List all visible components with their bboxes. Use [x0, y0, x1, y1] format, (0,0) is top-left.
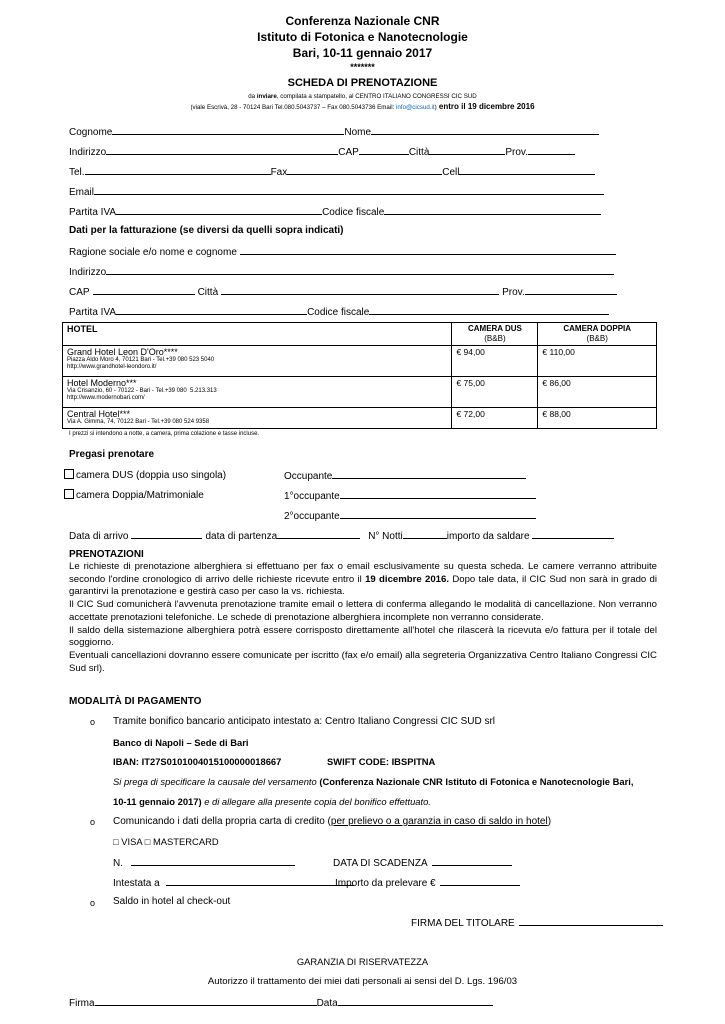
- occ1-label: 1°occupante: [284, 491, 340, 502]
- payment-option-hotel: Saldo in hotel al check-out: [113, 896, 231, 907]
- iban: IBAN: IT27S0101004015100000018667: [113, 756, 282, 767]
- arrivo-field[interactable]: [131, 529, 202, 539]
- occ1-field[interactable]: [340, 489, 536, 499]
- partenza-label: data di partenza: [205, 531, 278, 542]
- dus-price: € 75,00: [452, 377, 538, 408]
- institute-title: Istituto di Fotonica e Nanotecnologie: [257, 30, 468, 44]
- card-number-field[interactable]: [131, 856, 295, 866]
- hotel-row: [63, 408, 657, 429]
- importo-label: importo da saldare: [446, 531, 530, 542]
- dus-checkbox[interactable]: [64, 469, 74, 479]
- row-cognome-nome: [69, 125, 599, 139]
- billing-cap-field[interactable]: [93, 285, 195, 295]
- cognome-label: Cognome: [69, 127, 113, 138]
- data-label: Data: [316, 998, 338, 1009]
- prenotazioni-p1: Le richieste di prenotazione alberghiera si effettuano per fax o email esclusivamente su questa scheda. Le camere verranno attribuite secondo l'ordine cronologico di arrivo delle richieste ricevute entro il 19 dicembre 2016. Dopo tale data, il CIC Sud non sarà in grado di garantirvi la prenotazione e gestirà caso per caso la vs. richiesta.: [69, 561, 658, 598]
- hotel-cell: Grand Hotel Leon D'Oro**** Piazza Aldo Moro 4, 70121 Bari - Tel.+39 080 523 5040 http://www.grandhotel-leondoro.it/: [63, 346, 452, 377]
- row-dus: [64, 469, 226, 482]
- expiry-field[interactable]: [432, 856, 512, 866]
- occ2-field[interactable]: [340, 509, 536, 519]
- payment-title: MODALITÀ DI PAGAMENTO: [69, 696, 202, 707]
- hotel-row: [63, 346, 657, 377]
- firma-titolare-label: FIRMA DEL TITOLARE: [411, 918, 515, 929]
- prenotazioni-p3: Il saldo della sistemazione alberghiera potrà essere corrisposto direttamente all'hotel che rilascerà la ricevuta e/o fattura per il totale del soggiorno.: [69, 624, 657, 649]
- row-card-holder: [113, 876, 354, 890]
- tel-field[interactable]: [85, 165, 271, 175]
- billing-prov-label: Prov.: [502, 287, 525, 298]
- amount-field[interactable]: [440, 876, 520, 886]
- expiry-label: DATA DI SCADENZA: [333, 858, 428, 869]
- billing-citta-label: Città: [197, 287, 219, 298]
- payment-option-bonifico: Tramite bonifico bancario anticipato intestato a: Centro Italiano Congressi CIC SUD srl: [113, 716, 496, 727]
- bullet-icon: o: [90, 817, 96, 827]
- billing-indirizzo-field[interactable]: [106, 265, 614, 275]
- cap-label: CAP: [338, 147, 359, 158]
- importo-field[interactable]: [532, 529, 614, 539]
- notti-label: N° Notti: [368, 531, 403, 542]
- card-holder-field[interactable]: [166, 876, 354, 886]
- dus-price: € 72,00: [452, 408, 538, 429]
- prov-field[interactable]: [528, 145, 575, 155]
- send-instructions: da inviare, compilata a stampatello, al CENTRO ITALIANO CONGRESSI CIC SUD: [248, 93, 477, 100]
- row-piva-cf: [69, 205, 601, 219]
- hotel-row: [63, 377, 657, 408]
- hotel-cell: Hotel Moderno*** Via Crisanzio, 60 - 70122 - Bari - Tel.+39 080 5.213.313 http://www.modernobari.com/: [63, 377, 452, 408]
- row-occupante: [284, 469, 526, 483]
- ragione-field[interactable]: [240, 245, 616, 255]
- conference-date: Bari, 10-11 gennaio 2017: [292, 46, 433, 60]
- billing-piva-label: Partita IVA: [69, 307, 117, 318]
- hotel-table-header: [63, 323, 657, 346]
- bullet-icon: o: [90, 898, 96, 908]
- occupante-label: Occupante: [284, 471, 333, 482]
- billing-prov-field[interactable]: [525, 285, 617, 295]
- doppia-price: € 88,00: [538, 408, 657, 429]
- organizer-address: (viale Escrivà, 28 - 70124 Bari Tel.080.5043737 – Fax 080.5043736 Email: info@cicsud.it) entro il 19 dicembre 2016: [190, 102, 535, 111]
- citta-field[interactable]: [429, 145, 505, 155]
- cell-label: Cell: [442, 167, 460, 178]
- privacy-text: Autorizzo il trattamento dei miei dati personali ai sensi del D. Lgs. 196/03: [207, 976, 518, 987]
- amount-label: Importo da prelevare €: [335, 878, 436, 889]
- notti-field[interactable]: [403, 529, 447, 539]
- billing-piva-field[interactable]: [116, 305, 307, 315]
- billing-title: Dati per la fatturazione (se diversi da quelli sopra indicati): [69, 225, 344, 236]
- billing-cf-field[interactable]: [369, 305, 609, 315]
- prenotazioni-p4: Eventuali cancellazioni dovranno essere comunicate per iscritto (fax e/o email) alla segreteria Organizzativa Centro Italiano Congressi CIC Sud srl).: [69, 649, 657, 674]
- row-doppia: [64, 489, 204, 502]
- conference-title: Conferenza Nazionale CNR: [285, 14, 440, 28]
- row-signature: [69, 996, 493, 1010]
- booking-title: Pregasi prenotare: [69, 449, 155, 460]
- cell-field[interactable]: [459, 165, 595, 175]
- row-amount: [335, 876, 520, 890]
- cognome-field[interactable]: [112, 125, 344, 135]
- billing-citta-field[interactable]: [221, 285, 499, 295]
- card-number-label: N.: [113, 858, 123, 869]
- indirizzo-field[interactable]: [106, 145, 338, 155]
- email-field[interactable]: [94, 185, 604, 195]
- row-email: [69, 185, 604, 199]
- bank-name: Banco di Napoli – Sede di Bari: [113, 737, 249, 748]
- fax-label: Fax: [270, 167, 288, 178]
- piva-label: Partita IVA: [69, 207, 117, 218]
- swift: SWIFT CODE: IBSPITNA: [327, 756, 436, 767]
- col-dus: CAMERA DUS (B&B): [452, 323, 538, 346]
- row-billing-cap: [69, 285, 617, 299]
- row-firma-titolare: [411, 916, 663, 930]
- causale-line1: Si prega di specificare la causale del versamento (Conferenza Nazionale CNR Istituto di Fotonica e Nanotecnologie Bari,: [113, 776, 634, 787]
- occupante-field[interactable]: [332, 469, 526, 479]
- billing-cap-label: CAP: [69, 287, 90, 298]
- row-card-number: [113, 856, 295, 870]
- row-indirizzo: [69, 145, 575, 159]
- billing-cf-label: Codice fiscale: [307, 307, 370, 318]
- nome-label: Nome: [344, 127, 372, 138]
- prenotazioni-text: [69, 561, 657, 675]
- doppia-label: camera Doppia/Matrimoniale: [76, 490, 204, 501]
- cf-label: Codice fiscale: [322, 207, 385, 218]
- cap-field[interactable]: [359, 145, 409, 155]
- dus-price: € 94,00: [452, 346, 538, 377]
- cf-field[interactable]: [384, 205, 601, 215]
- occ2-label: 2°occupante: [284, 511, 340, 522]
- form-title: SCHEDA DI PRENOTAZIONE: [287, 77, 438, 89]
- ragione-label: Ragione sociale e/o nome e cognome: [69, 247, 237, 258]
- prenotazioni-title: PRENOTAZIONI: [69, 549, 144, 560]
- causale-line2: 10-11 gennaio 2017) e di allegare alla presente copia del bonifico effettuato.: [113, 796, 431, 807]
- organizer-email-link[interactable]: info@cicsud.it: [396, 104, 435, 111]
- stars-separator: *******: [350, 62, 375, 72]
- card-type-options[interactable]: □ VISA □ MASTERCARD: [113, 836, 219, 847]
- row-ragione-sociale: [69, 245, 616, 259]
- bullet-icon: o: [90, 717, 96, 727]
- payment-option-card: Comunicando i dati della propria carta di credito (per prelievo o a garanzia in caso di saldo in hotel): [113, 816, 552, 827]
- row-tel-fax-cell: [69, 165, 595, 179]
- fax-field[interactable]: [287, 165, 442, 175]
- piva-field[interactable]: [116, 205, 322, 215]
- hotel-cell: Central Hotel*** Via A. Gimma, 74, 70122 Bari - Tel.+39 080 524 9358: [63, 408, 452, 429]
- card-holder-label: Intestata a: [113, 878, 160, 889]
- col-doppia: CAMERA DOPPIA (B&B): [538, 323, 657, 346]
- col-hotel: HOTEL: [63, 323, 452, 346]
- privacy-title: GARANZIA DI RISERVATEZZA: [296, 956, 429, 967]
- doppia-checkbox[interactable]: [64, 489, 74, 499]
- row-billing-piva: [69, 305, 609, 319]
- firma-label: Firma: [69, 998, 95, 1009]
- doppia-price: € 110,00: [538, 346, 657, 377]
- arrivo-label: Data di arrivo: [69, 531, 129, 542]
- row-expiry: [333, 856, 512, 870]
- doppia-price: € 86,00: [538, 377, 657, 408]
- row-billing-indirizzo: [69, 265, 614, 279]
- prov-label: Prov.: [505, 147, 528, 158]
- firma-titolare-field[interactable]: [519, 916, 663, 926]
- tel-label: Tel.: [69, 167, 85, 178]
- billing-indirizzo-label: Indirizzo: [69, 267, 107, 278]
- dus-label: camera DUS (doppia uso singola): [76, 470, 227, 481]
- citta-label: Città: [408, 147, 430, 158]
- hotel-table: [62, 322, 657, 429]
- email-label: Email: [69, 187, 95, 198]
- row-dates: [69, 529, 614, 543]
- row-occ1: [284, 489, 536, 503]
- row-occ2: [284, 509, 536, 523]
- nome-field[interactable]: [371, 125, 599, 135]
- price-note: I prezzi si intendono a notte, a camera, prima colazione e tasse incluse.: [69, 431, 260, 437]
- prenotazioni-p2: Il CIC Sud comunicherà l'avvenuta prenotazione tramite email o lettera di conferma allegando le modalità di cancellazione. Non verranno accettate prenotazioni telefoniche. Le schede di prenotazione alberghiera incomplete non verranno considerate.: [69, 599, 657, 623]
- firma-field[interactable]: [95, 996, 317, 1006]
- partenza-field[interactable]: [277, 529, 360, 539]
- indirizzo-label: Indirizzo: [69, 147, 107, 158]
- data-field[interactable]: [338, 996, 493, 1006]
